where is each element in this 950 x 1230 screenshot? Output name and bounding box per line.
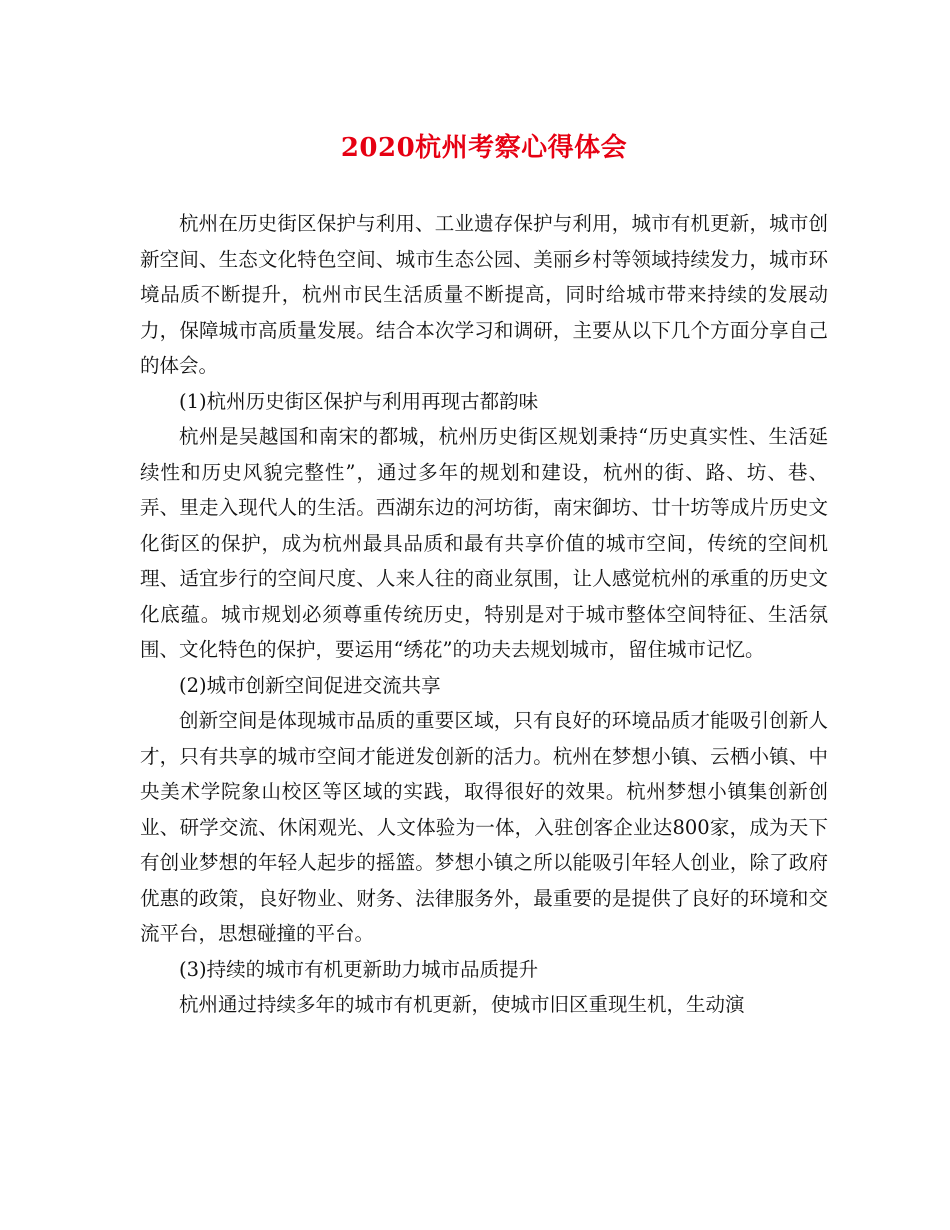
section-3-paragraph: 杭州通过持续多年的城市有机更新，使城市旧区重现生机，生动演 <box>179 993 745 1016</box>
section-2-paragraph: 创新空间是体现城市品质的重要区域，只有良好的环境品质才能吸引创新人才，只有共享的城市空间才能迸发创新的活力。杭州在梦想小镇、云栖小镇、中央美术学院象山校区等区域的实践，取得很好的效果。杭州梦想小镇集创新创业、研学交流、休闲观光、人文体验为一体，入驻创客企业达800家，成为天下有创业梦想的年轻人起步的摇篮。梦想小镇之所以能吸引年轻人创业，除了政府优惠的政策，良好物业、财务、法律服务外，最重要的是提供了良好的环境和交流平台，思想碰撞的平台。 <box>140 709 828 945</box>
section-heading-3: (3)持续的城市有机更新助力城市品质提升 <box>179 957 539 981</box>
section-heading-2: (2)城市创新空间促进交流共享 <box>179 673 441 697</box>
intro-paragraph: 杭州在历史街区保护与利用、工业遗存保护与利用，城市有机更新，城市创新空间、生态文化特色空间、城市生态公园、美丽乡村等领域持续发力，城市环境品质不断提升，杭州市民生活质量不断提高，同时给城市带来持续的发展动力，保障城市高质量发展。结合本次学习和调研，主要从以下几个方面分享自己的体会。 <box>140 212 828 377</box>
document-page <box>140 126 828 1023</box>
section-heading-1: (1)杭州历史街区保护与利用再现古都韵味 <box>179 389 539 413</box>
section-1-paragraph: 杭州是吴越国和南宋的都城，杭州历史街区规划秉持“历史真实性、生活延续性和历史风貌完整性”，通过多年的规划和建设，杭州的街、路、坊、巷、弄、里走入现代人的生活。西湖东边的河坊街，南宋御坊、廿十坊等成片历史文化街区的保护，成为杭州最具品质和最有共享价值的城市空间，传统的空间机理、适宜步行的空间尺度、人来人往的商业氛围，让人感觉杭州的承重的历史文化底蕴。城市规划必须尊重传统历史，特别是对于城市整体空间特征、生活氛围、文化特色的保护，要运用“绣花”的功夫去规划城市，留住城市记忆。 <box>140 425 828 661</box>
document-title: 2020杭州考察心得体会 <box>340 133 628 163</box>
